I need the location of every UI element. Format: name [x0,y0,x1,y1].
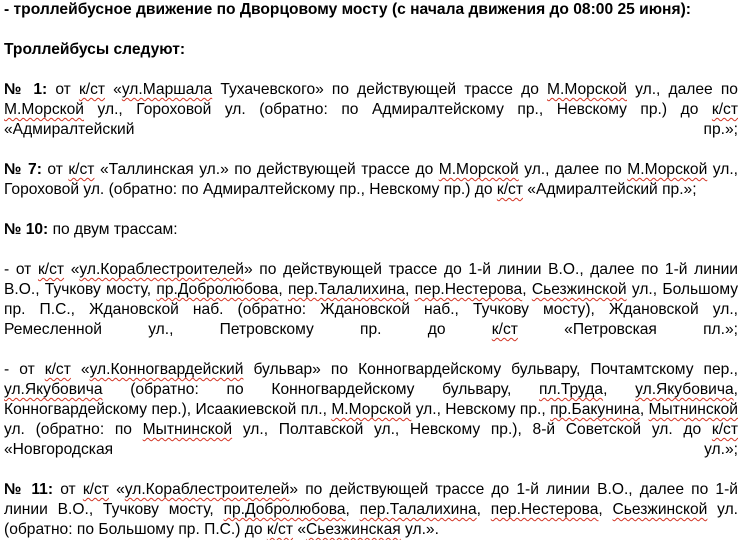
route-7-street: М.Морской [627,161,708,178]
route-10a-street: ул.Кораблестроителей [79,261,244,278]
route-11-text: от [53,481,83,498]
route-11-text: , [476,501,491,518]
route-10a-street: пер.Нестерова [414,281,523,298]
route-10-intro [4,220,738,240]
route-1-street: М.Морской [547,81,628,98]
route-10-label: № 10: [4,221,49,238]
route-11-street: ул.Кораблестроителей [124,481,290,498]
route-7-text: ул., Гороховой ул. (обратно: по Адмиралтейскому пр., Невскому пр.) до [4,161,738,198]
document-body [4,0,738,540]
route-10b-text: (обратно: по Конногвардейскому бульвару, [102,381,539,398]
route-10b-street: Мытнинской [142,421,233,438]
route-1-stop-abbr: к/ст [711,101,738,118]
route-1-street: ул.Маршала [121,81,213,98]
route-10a-text: , [404,281,415,298]
route-10b-street: ул.Конногвардейский [89,361,244,378]
notice-heading: - троллейбусное движение по Дворцовому мосту (с начала движения до 08:00 25 июня): [4,1,691,18]
route-10b-text: бульвар» по Конногвардейскому бульвару, Почтамтскому пер., [243,361,738,378]
route-1-text: Тухачевского» по действующей трассе до [212,81,547,98]
route-1-street: М.Морской [4,101,85,118]
route-11-text: » по действующей трассе до 1-й линии В.О., далее по 1-й линии В.О., Тучкову мосту, [4,481,738,518]
route-10a-text: - от [4,261,38,278]
route-11-street: пр.Добролюбова [223,501,346,518]
route-10a-text: » по действующей трассе до 1-й линии В.О., далее по 1-й линии В.О., Тучкову мосту, [4,261,738,298]
route-11-street: пер.Талалихина [359,501,477,518]
route-7-text: ул., далее по [518,161,628,178]
route-1-text: ул., далее по [627,81,738,98]
route-10a-text: «Петровская пл.»; [517,321,738,338]
route-10b-street: пл.Труда [539,381,604,398]
route-10a-text: , [522,281,532,298]
route-10a-stop-abbr: к/ст [37,261,65,278]
route-10a-street: Сьезжинской [531,281,627,298]
route-10b-text: «Новгородская ул.»; [4,441,738,458]
route-10b-street: М.Морской [331,401,412,418]
route-7-text: «Адмиралтейский пр.»; [522,181,697,198]
route-10b-text: ул., Полтавской ул., Невскому пр.), 8-й Советской ул. до [232,421,712,438]
route-10a-street: пр.Добролюбова [156,281,279,298]
route-10a-text: , [278,281,288,298]
route-10-intro-text: по двум трассам: [48,221,178,238]
route-10b-street: Мытнинской [648,401,738,418]
route-11-text: , [598,501,613,518]
route-10b-street: пр.Бакунина [550,401,640,418]
route-10b-text: , Конногвардейскому пер.), Исаакиевской пл., [4,381,738,418]
route-7-text: «Таллинская ул.» по действующей трассе до [94,161,439,178]
route-1-text: « [105,81,122,98]
route-1-text: ул., Гороховой ул. (обратно: по Адмиралтейскому пр., Невскому пр.) до [84,101,712,118]
route-10b-stop-abbr: к/ст [44,361,71,378]
route-10a-text: « [64,261,80,278]
route-10b-text: , [603,381,636,398]
route-1-text: от [47,81,79,98]
route-11-text: ул. (обратно: по Большому пр. П.С.) до [4,501,739,538]
route-11-label: № 11: [4,481,54,498]
route-1-paragraph [4,80,738,140]
route-10-path-b [4,360,738,460]
route-11-text: ул.». [400,521,439,538]
route-11-text: « [108,481,125,498]
route-10a-text: ул., Большому пр. П.С., Ждановской наб. (обратно: Ждановской наб., Тучкову мосту), Ждановской ул., Ремесленной ул., Петровскому пр. до [4,281,739,338]
route-11-stop-abbr: к/ст [82,481,109,498]
route-1-label: № 1: [4,81,48,98]
route-10b-text: ул. (обратно: по [4,421,143,438]
route-11-text: « [292,521,306,538]
route-11-street: Сьезжинской [612,501,708,518]
route-10-path-b-block [4,360,738,460]
route-11-street: Сьезжинская [306,521,401,538]
route-7-stop-abbr: к/ст [496,181,523,198]
route-7-label: № 7: [4,161,42,178]
route-7-text: от [41,161,69,178]
route-1-stop-abbr: к/ст [78,81,106,98]
route-11-street: пер.Нестерова [490,501,599,518]
route-11-stop-abbr: к/ст [266,521,293,538]
route-7-paragraph [4,160,738,200]
route-1-text: «Адмиралтейский [4,121,135,138]
route-10-path-a [4,260,738,340]
route-11-paragraph [4,480,738,540]
route-1-justified-block [4,80,738,140]
route-10-path-a-block [4,260,738,340]
route-10b-text: , [639,401,649,418]
route-11-text: , [345,501,360,518]
route-1-text: пр.»; [703,121,738,138]
route-10b-text: - от [4,361,45,378]
route-10b-street: ул.Якубовича [4,381,103,398]
route-10b-text: « [70,361,90,378]
route-10b-stop-abbr: к/ст [711,421,738,438]
route-10a-street: пер.Талалихина [287,281,405,298]
route-10b-text: ул., Невскому пр., [411,401,551,418]
route-10b-street: ул.Якубовича [635,381,734,398]
route-7-street: М.Морской [438,161,519,178]
route-10a-stop-abbr: к/ст [491,321,518,338]
trolleybus-subheading: Троллейбусы следуют: [4,41,186,58]
route-7-stop-abbr: к/ст [68,161,95,178]
